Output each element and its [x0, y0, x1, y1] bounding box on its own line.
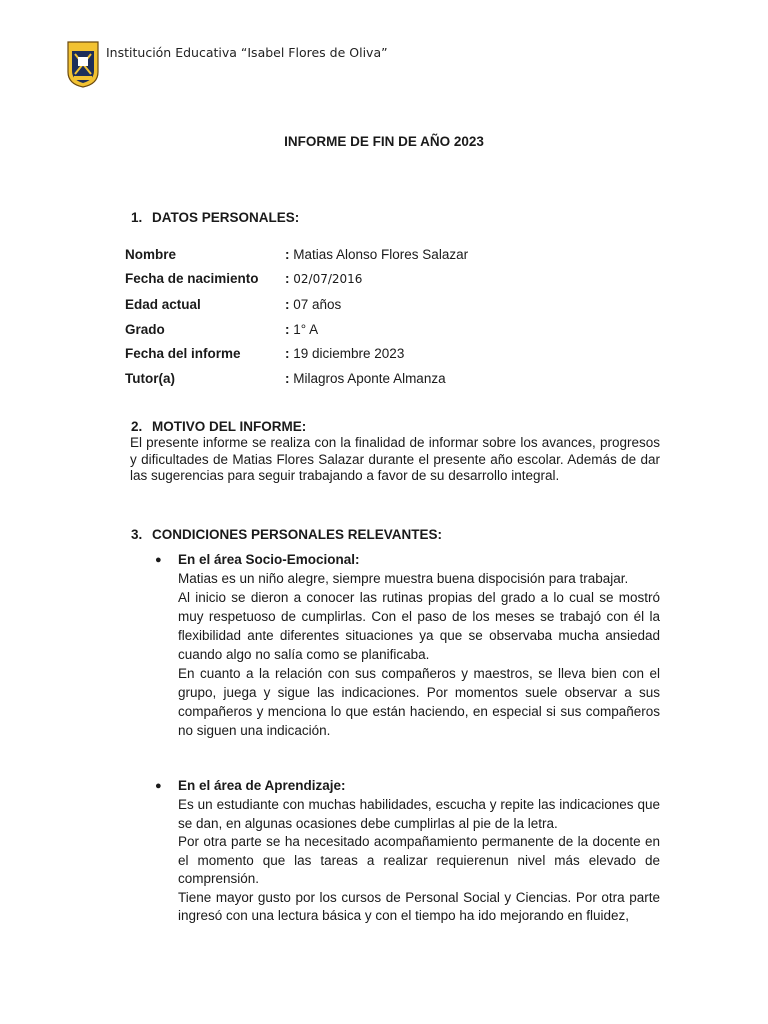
bullet-body-socio-emocional	[178, 569, 660, 740]
section-3-heading	[131, 527, 442, 542]
section-number: 1.	[131, 210, 143, 225]
bullet-title-aprendizaje: En el área de Aprendizaje:	[178, 778, 346, 793]
data-value: : Milagros Aponte Almanza	[285, 371, 446, 386]
data-value-text: 1° A	[293, 322, 319, 337]
section-title: MOTIVO DEL INFORME:	[152, 419, 307, 434]
data-value-text: 19 diciembre 2023	[293, 346, 405, 361]
bullet-dot: ●	[155, 780, 162, 792]
section-1-heading	[131, 210, 299, 225]
section-number: 3.	[131, 527, 143, 542]
section-2-paragraph: El presente informe se realiza con la finalidad de informar sobre los avances, progresos y dificultades de Matias Flores Salazar durante el presente año escolar. Además de dar las sugerencias para seguir trabajando a favor de su desarrollo integral.	[130, 435, 660, 483]
data-label: Grado	[125, 322, 165, 337]
data-value-text: 02/07/2016	[293, 272, 363, 286]
data-value: : 07 años	[285, 297, 342, 312]
bullet-paragraph: Por otra parte se ha necesitado acompañamiento permanente de la docente en el momento que las tareas a realizar requierenun nivel más elevado de comprensión.	[178, 834, 660, 886]
data-value: : 19 diciembre 2023	[285, 346, 405, 361]
bullet-paragraph: Tiene mayor gusto por los cursos de Personal Social y Ciencias. Por otra parte ingresó con una lectura básica y con el tiempo ha ido mejorando en fluidez,	[178, 889, 660, 923]
data-label: Nombre	[125, 247, 177, 262]
section-number: 2.	[131, 419, 143, 434]
data-value: : 1° A	[285, 322, 319, 337]
data-value-text: Milagros Aponte Almanza	[293, 371, 446, 386]
bullet-paragraph: En cuanto a la relación con sus compañeros y maestros, se lleva bien con el grupo, juega y sigue las indicaciones. Por momentos suele observar a sus compañeros y menciona lo que están haciendo, en especial si sus compañeros no siguen una indicación.	[178, 666, 660, 738]
bullet-title-socio-emocional: En el área Socio-Emocional:	[178, 552, 360, 567]
data-label: Fecha del informe	[125, 346, 241, 361]
data-label: Edad actual	[125, 297, 201, 312]
bullet-paragraph: Matias es un niño alegre, siempre muestra buena dispocisión para trabajar.	[178, 571, 629, 586]
document-header	[66, 40, 388, 88]
section-title: DATOS PERSONALES:	[152, 210, 300, 225]
data-value-text: Matias Alonso Flores Salazar	[293, 247, 469, 262]
bullet-body-aprendizaje	[178, 796, 660, 926]
bullet-paragraph: Al inicio se dieron a conocer las rutinas propias del grado a lo cual se mostró muy respetuoso de cumplirlas. Con el paso de los meses se trabajó con él la flexibilidad ante diferentes situaciones ya que se observaba mucha ansiedad cuando algo no salía como se planificaba.	[178, 590, 660, 662]
section-2-heading	[131, 419, 306, 434]
school-crest-logo	[66, 40, 100, 88]
data-label: Tutor(a)	[125, 371, 175, 386]
data-value: : Matias Alonso Flores Salazar	[285, 247, 469, 262]
section-title: CONDICIONES PERSONALES RELEVANTES:	[152, 527, 443, 542]
school-name: Institución Educativa “Isabel Flores de Oliva”	[106, 45, 388, 60]
data-value-text: 07 años	[293, 297, 342, 312]
data-label: Fecha de nacimiento	[125, 271, 259, 286]
bullet-dot: ●	[155, 554, 162, 566]
document-title: INFORME DE FIN DE AÑO 2023	[284, 134, 484, 149]
bullet-paragraph: Es un estudiante con muchas habilidades, escucha y repite las indicaciones que se dan, en algunas ocasiones debe cumplirlas al pie de la letra.	[178, 797, 660, 831]
data-value: : 02/07/2016	[285, 271, 363, 286]
